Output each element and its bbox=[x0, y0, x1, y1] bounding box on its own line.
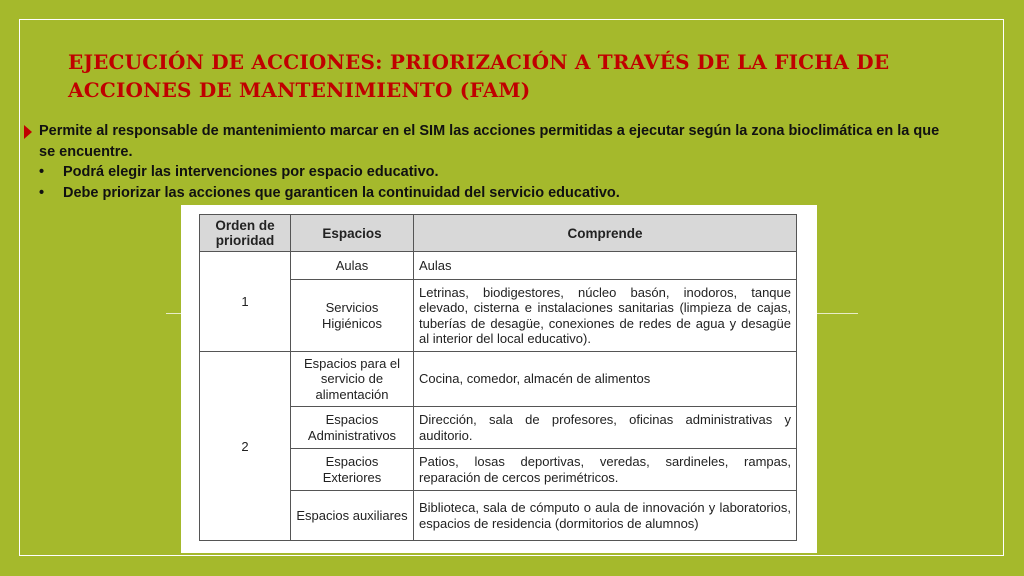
space-cell: Espacios Administrativos bbox=[291, 407, 414, 449]
decorative-line-left bbox=[166, 313, 181, 314]
comprises-cell: Letrinas, biodigestores, núcleo basón, inodoros, tanque elevado, cisterna e instalaciones sanitarias (limpieza de cajas, tuberías de desagüe, conexiones de redes de agua y desagüe al interior del local educativo). bbox=[414, 280, 797, 352]
bullet-text: Podrá elegir las intervenciones por espacio educativo. bbox=[63, 164, 439, 180]
comprises-cell: Cocina, comedor, almacén de alimentos bbox=[414, 352, 797, 407]
bullet-dot: • bbox=[39, 164, 45, 180]
header-comprises: Comprende bbox=[414, 215, 797, 252]
list-item bbox=[39, 162, 620, 183]
comprises-cell: Aulas bbox=[414, 252, 797, 280]
priority-cell: 1 bbox=[200, 252, 291, 352]
header-priority: Orden de prioridad bbox=[200, 215, 291, 252]
comprises-cell: Biblioteca, sala de cómputo o aula de innovación y laboratorios, espacios de residencia (dormitorios de alumnos) bbox=[414, 491, 797, 541]
decorative-line-right bbox=[817, 313, 858, 314]
table-header-row bbox=[200, 215, 797, 252]
priority-cell: 2 bbox=[200, 352, 291, 541]
list-item bbox=[39, 183, 620, 204]
fam-priority-table bbox=[199, 214, 797, 541]
fam-table-image bbox=[181, 205, 817, 553]
table-row bbox=[200, 352, 797, 407]
space-cell: Espacios Exteriores bbox=[291, 449, 414, 491]
bullet-dot: • bbox=[39, 184, 45, 201]
bullet-list bbox=[39, 162, 620, 203]
space-cell: Espacios auxiliares bbox=[291, 491, 414, 541]
header-spaces: Espacios bbox=[291, 215, 414, 252]
space-cell: Servicios Higiénicos bbox=[291, 280, 414, 352]
bullet-arrow-icon bbox=[24, 125, 32, 139]
space-cell: Aulas bbox=[291, 252, 414, 280]
table-row bbox=[200, 252, 797, 280]
space-cell: Espacios para el servicio de alimentación bbox=[291, 352, 414, 407]
comprises-cell: Patios, losas deportivas, veredas, sardineles, rampas, reparación de cercos perimétricos. bbox=[414, 449, 797, 491]
intro-paragraph: Permite al responsable de mantenimiento marcar en el SIM las acciones permitidas a ejecutar según la zona bioclimática en la que se encuentre. bbox=[39, 123, 940, 160]
bullet-text: Debe priorizar las acciones que garanticen la continuidad del servicio educativo. bbox=[63, 184, 620, 201]
slide-title: EJECUCIÓN DE ACCIONES: PRIORIZACIÓN A TRAVÉS DE LA FICHA DE ACCIONES DE MANTENIMIENTO (FAM) bbox=[68, 50, 890, 102]
comprises-cell: Dirección, sala de profesores, oficinas administrativas y auditorio. bbox=[414, 407, 797, 449]
